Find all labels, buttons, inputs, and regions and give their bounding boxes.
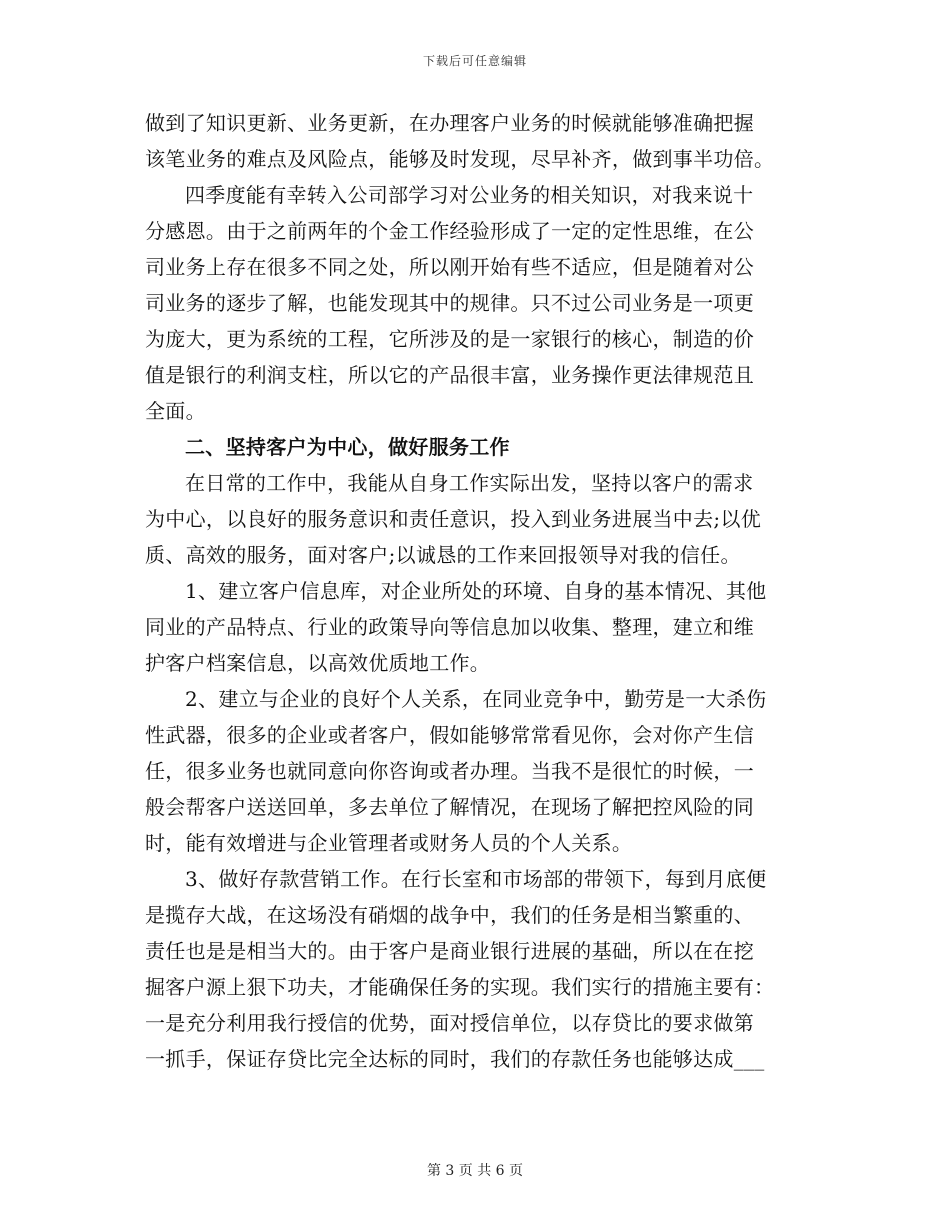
text-line: 是揽存大战，在这场没有硝烟的战争中，我们的任务是相当繁重的、 [145,903,754,927]
text-line: 质、高效的服务，面对客户;以诚恳的工作来回报领导对我的信任。 [145,543,741,567]
text-line: 责任也是是相当大的。由于客户是商业银行进展的基础，所以在在挖 [145,939,754,963]
text-line: 全面。 [145,399,206,423]
page-footer: 第 3 页 共 6 页 [426,1163,524,1179]
text-line: 分感恩。由于之前两年的个金工作经验形成了一定的定性思维，在公 [145,219,754,243]
text-line: 同业的产品特点、行业的政策导向等信息加以收集、整理，建立和维 [145,615,754,639]
list-item-start: 1、建立客户信息库，对企业所处的环境、自身的基本情况、其他 [185,579,767,603]
text-line: 般会帮客户送送回单，多去单位了解情况，在现场了解把控风险的同 [145,795,754,819]
list-item-start: 3、做好存款营销工作。在行长室和市场部的带领下，每到月底便 [185,867,767,891]
list-item-start: 2、建立与企业的良好个人关系，在同业竞争中，勤劳是一大杀伤 [185,687,767,711]
paragraph-start: 四季度能有幸转入公司部学习对公业务的相关知识，对我来说十 [185,183,754,207]
text-line: 任，很多业务也就同意向你咨询或者办理。当我不是很忙的时候，一 [145,759,754,783]
text-line: 为中心，以良好的服务意识和责任意识，投入到业务进展当中去;以优 [145,507,762,531]
page-header: 下载后可任意编辑 [422,54,527,68]
text-line: 为庞大，更为系统的工程，它所涉及的是一家银行的核心，制造的价 [145,327,754,351]
text-line: 该笔业务的难点及风险点，能够及时发现，尽早补齐，做到事半功倍。 [145,147,775,171]
text-line: 司业务上存在很多不同之处，所以刚开始有些不适应，但是随着对公 [145,255,754,279]
text-line: 掘客户源上狠下功夫，才能确保任务的实现。我们实行的措施主要有： [145,975,775,999]
paragraph-start: 在日常的工作中，我能从自身工作实际出发，坚持以客户的需求 [185,471,754,495]
text-line: 一抓手，保证存贷比完全达标的同时，我们的存款任务也能够达成___ [145,1047,765,1071]
text-line: 值是银行的利润支柱，所以它的产品很丰富，业务操作更法律规范且 [145,363,754,387]
text-line: 一是充分利用我行授信的优势，面对授信单位，以存贷比的要求做第 [145,1011,754,1035]
document-body [145,105,805,1077]
text-line: 时，能有效增进与企业管理者或财务人员的个人关系。 [145,831,633,855]
text-line: 护客户档案信息，以高效优质地工作。 [145,651,491,675]
text-line: 性武器，很多的企业或者客户，假如能够常常看见你，会对你产生信 [145,723,754,747]
text-line: 做到了知识更新、业务更新，在办理客户业务的时候就能够准确把握 [145,111,754,135]
text-line: 司业务的逐步了解，也能发现其中的规律。只不过公司业务是一项更 [145,291,754,315]
section-heading: 二、坚持客户为中心，做好服务工作 [185,435,510,459]
